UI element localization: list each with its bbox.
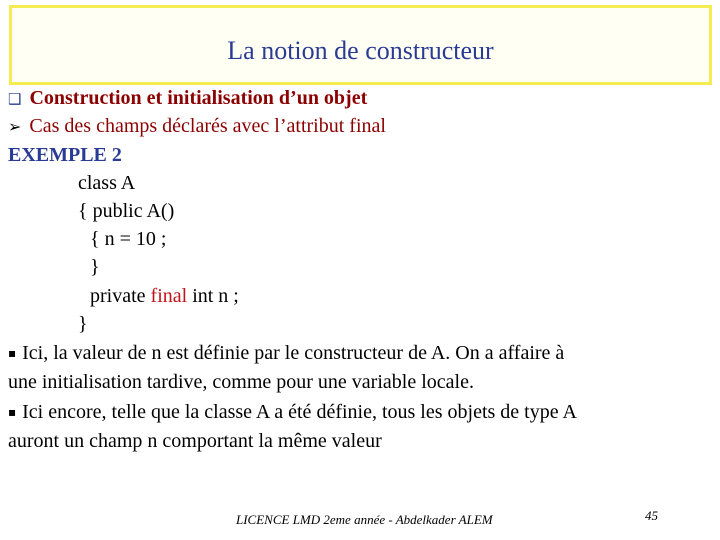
- subheading-text: Cas des champs déclarés avec l’attribut final: [29, 115, 386, 137]
- subheading-bullet: [8, 115, 386, 138]
- square-bullet-icon: ▪: [8, 346, 17, 360]
- code-line-1: class A: [78, 172, 136, 194]
- slide-title: La notion de constructeur: [227, 36, 494, 65]
- code-line-4: }: [90, 256, 100, 278]
- arrow-bullet-icon: ➢: [8, 117, 22, 136]
- paragraph-text: Ici encore, telle que la classe A a été définie, tous les objets de type A: [22, 401, 577, 423]
- final-keyword: final: [150, 285, 188, 307]
- code-line-6: }: [78, 313, 88, 335]
- checkbox-bullet-icon: ❑: [8, 90, 22, 108]
- example-label: EXEMPLE 2: [8, 144, 122, 166]
- heading-text: Construction et initialisation d’un objet: [29, 87, 368, 109]
- paragraph-1-line-1: [8, 342, 564, 365]
- square-bullet-icon: ▪: [8, 405, 17, 419]
- code-line-2: { public A(): [78, 200, 175, 222]
- paragraph-1-line-2: une initialisation tardive, comme pour une variable locale.: [8, 371, 474, 393]
- code-line-5: [90, 285, 239, 308]
- code-text: int n ;: [187, 285, 239, 307]
- code-text: private: [90, 285, 151, 307]
- title-box: [9, 5, 712, 85]
- slide-footer: LICENCE LMD 2eme année - Abdelkader ALEM: [236, 512, 493, 527]
- paragraph-2-line-2: auront un champ n comportant la même valeur: [8, 430, 382, 452]
- heading-bullet: [8, 87, 367, 110]
- code-line-3: { n = 10 ;: [90, 228, 167, 250]
- paragraph-2-line-1: [8, 401, 577, 424]
- page-number: 45: [645, 508, 658, 523]
- paragraph-text: Ici, la valeur de n est définie par le constructeur de A. On a affaire à: [22, 342, 565, 364]
